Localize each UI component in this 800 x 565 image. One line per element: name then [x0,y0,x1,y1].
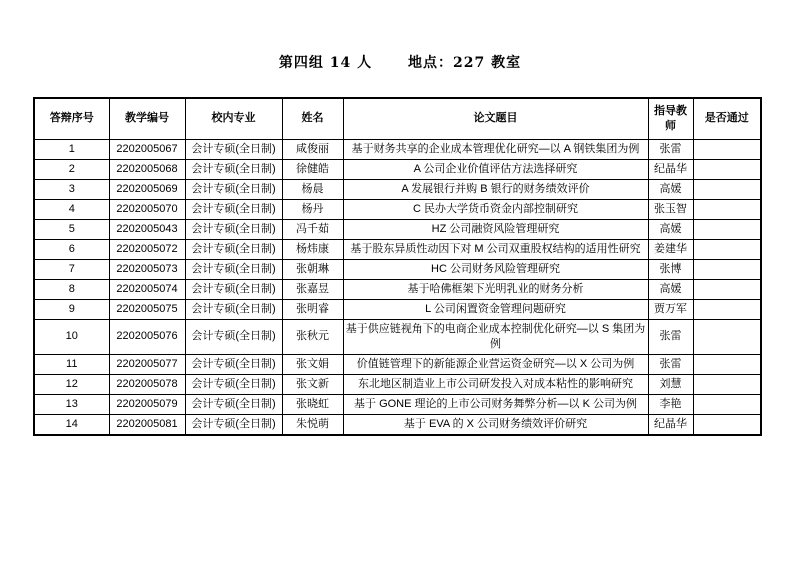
cell-advisor: 纪晶华 [648,159,693,179]
cell-major: 会计专硕(全日制) [185,279,282,299]
table-row [34,279,761,299]
cell-thesis-title: HC 公司财务风险管理研究 [343,259,648,279]
cell-defense-seq: 11 [34,354,109,374]
cell-name: 张文娟 [282,354,343,374]
cell-teaching-id: 2202005075 [109,299,185,319]
cell-thesis-title: 基于股东异质性动因下对 M 公司双重股权结构的适用性研究 [343,239,648,259]
cell-teaching-id: 2202005068 [109,159,185,179]
cell-name: 徐健皓 [282,159,343,179]
table-row [34,259,761,279]
cell-advisor: 高媛 [648,179,693,199]
table-row [34,219,761,239]
col-header-defense-seq: 答辩序号 [34,98,109,139]
cell-advisor: 姜建华 [648,239,693,259]
cell-defense-seq: 4 [34,199,109,219]
cell-pass [693,394,761,414]
cell-advisor: 高媛 [648,279,693,299]
table-row [34,374,761,394]
cell-teaching-id: 2202005067 [109,139,185,159]
cell-name: 张秋元 [282,319,343,354]
table-row [34,159,761,179]
table-row [34,179,761,199]
cell-major: 会计专硕(全日制) [185,259,282,279]
cell-name: 张朝琳 [282,259,343,279]
cell-defense-seq: 3 [34,179,109,199]
cell-name: 冯千茹 [282,219,343,239]
cell-major: 会计专硕(全日制) [185,354,282,374]
cell-name: 张晓虹 [282,394,343,414]
col-header-teaching-id: 教学编号 [109,98,185,139]
cell-major: 会计专硕(全日制) [185,394,282,414]
cell-defense-seq: 2 [34,159,109,179]
col-header-thesis-title: 论文题目 [343,98,648,139]
cell-thesis-title: HZ 公司融资风险管理研究 [343,219,648,239]
cell-teaching-id: 2202005069 [109,179,185,199]
cell-defense-seq: 14 [34,414,109,435]
cell-thesis-title: A 发展银行并购 B 银行的财务绩效评价 [343,179,648,199]
table-row [34,354,761,374]
table-row [34,394,761,414]
table-row [34,239,761,259]
cell-name: 咸俊丽 [282,139,343,159]
cell-defense-seq: 6 [34,239,109,259]
col-header-pass: 是否通过 [693,98,761,139]
cell-pass [693,259,761,279]
cell-major: 会计专硕(全日制) [185,179,282,199]
cell-name: 杨丹 [282,199,343,219]
cell-defense-seq: 5 [34,219,109,239]
cell-defense-seq: 13 [34,394,109,414]
table-row [34,139,761,159]
table-header-row [34,98,761,139]
cell-thesis-title: C 民办大学货币资金内部控制研究 [343,199,648,219]
cell-defense-seq: 9 [34,299,109,319]
cell-pass [693,374,761,394]
cell-defense-seq: 7 [34,259,109,279]
cell-advisor: 张雷 [648,319,693,354]
cell-pass [693,159,761,179]
cell-pass [693,219,761,239]
cell-teaching-id: 2202005078 [109,374,185,394]
cell-teaching-id: 2202005043 [109,219,185,239]
cell-advisor: 张雷 [648,139,693,159]
cell-name: 杨晨 [282,179,343,199]
cell-advisor: 张博 [648,259,693,279]
col-header-advisor: 指导教师 [648,98,693,139]
cell-defense-seq: 8 [34,279,109,299]
cell-major: 会计专硕(全日制) [185,139,282,159]
cell-advisor: 刘慧 [648,374,693,394]
cell-thesis-title: 基于 GONE 理论的上市公司财务舞弊分析—以 K 公司为例 [343,394,648,414]
table-row [34,414,761,435]
cell-advisor: 贾万军 [648,299,693,319]
cell-major: 会计专硕(全日制) [185,239,282,259]
cell-pass [693,279,761,299]
cell-advisor: 张玉智 [648,199,693,219]
cell-teaching-id: 2202005072 [109,239,185,259]
cell-pass [693,239,761,259]
cell-pass [693,199,761,219]
cell-teaching-id: 2202005074 [109,279,185,299]
cell-defense-seq: 10 [34,319,109,354]
cell-thesis-title: L 公司闲置资金管理问题研究 [343,299,648,319]
cell-teaching-id: 2202005073 [109,259,185,279]
cell-name: 杨炜康 [282,239,343,259]
cell-teaching-id: 2202005070 [109,199,185,219]
cell-defense-seq: 12 [34,374,109,394]
cell-defense-seq: 1 [34,139,109,159]
cell-major: 会计专硕(全日制) [185,374,282,394]
cell-name: 张嘉昱 [282,279,343,299]
cell-major: 会计专硕(全日制) [185,159,282,179]
col-header-name: 姓名 [282,98,343,139]
cell-pass [693,354,761,374]
cell-pass [693,414,761,435]
cell-pass [693,179,761,199]
cell-teaching-id: 2202005076 [109,319,185,354]
cell-major: 会计专硕(全日制) [185,319,282,354]
defense-schedule-table [33,97,762,436]
cell-teaching-id: 2202005077 [109,354,185,374]
cell-teaching-id: 2202005079 [109,394,185,414]
cell-name: 张文新 [282,374,343,394]
cell-advisor: 纪晶华 [648,414,693,435]
cell-teaching-id: 2202005081 [109,414,185,435]
cell-major: 会计专硕(全日制) [185,219,282,239]
cell-thesis-title: 价值链管理下的新能源企业营运资金研究—以 X 公司为例 [343,354,648,374]
location-title: 地点：227 教室 [408,55,522,71]
col-header-major: 校内专业 [185,98,282,139]
cell-thesis-title: 基于 EVA 的 X 公司财务绩效评价研究 [343,414,648,435]
cell-pass [693,319,761,354]
table-row [34,299,761,319]
cell-advisor: 张雷 [648,354,693,374]
cell-major: 会计专硕(全日制) [185,414,282,435]
cell-advisor: 李艳 [648,394,693,414]
cell-thesis-title: 东北地区制造业上市公司研发投入对成本粘性的影响研究 [343,374,648,394]
cell-pass [693,299,761,319]
cell-major: 会计专硕(全日制) [185,299,282,319]
cell-name: 张明睿 [282,299,343,319]
group-title: 第四组 14 人 [278,55,373,71]
cell-pass [693,139,761,159]
cell-thesis-title: 基于供应链视角下的电商企业成本控制优化研究—以 S 集团为例 [343,319,648,354]
table-row [34,319,761,354]
cell-name: 朱悦萌 [282,414,343,435]
cell-advisor: 高媛 [648,219,693,239]
cell-thesis-title: 基于哈佛框架下光明乳业的财务分析 [343,279,648,299]
page-title [0,52,800,72]
cell-thesis-title: A 公司企业价值评估方法选择研究 [343,159,648,179]
table-row [34,199,761,219]
cell-major: 会计专硕(全日制) [185,199,282,219]
cell-thesis-title: 基于财务共享的企业成本管理优化研究—以 A 钢铁集团为例 [343,139,648,159]
